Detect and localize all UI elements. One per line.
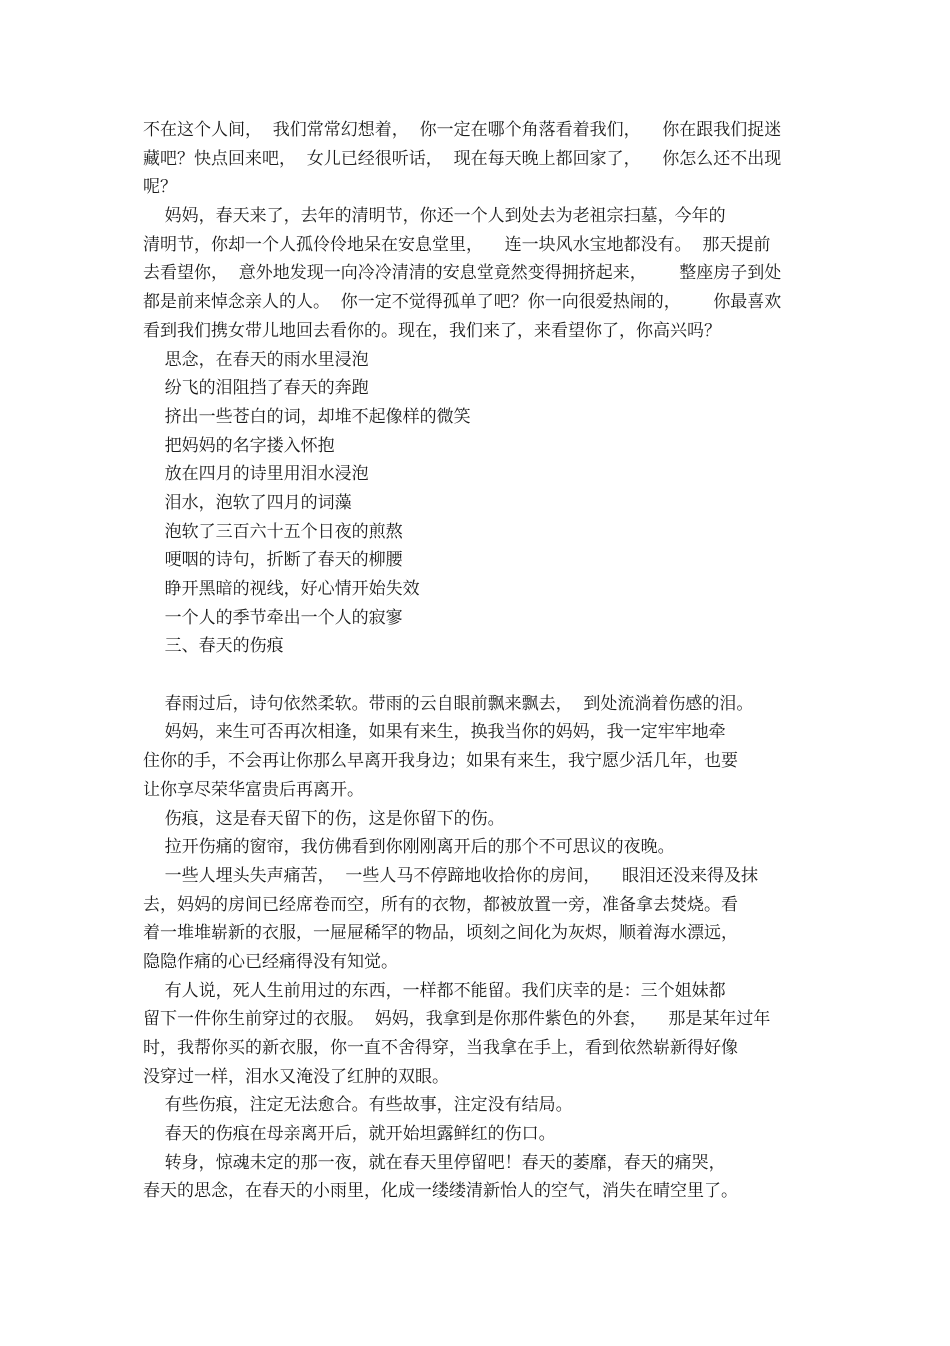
blank-line	[143, 661, 808, 690]
text-line: 有些伤痕，注定无法愈合。有些故事，注定没有结局。	[143, 1095, 573, 1116]
text-line: 呢？	[143, 177, 177, 198]
text-line: 藏吧？快点回来吧， 女儿已经很听话， 现在每天晚上都回家了， 你怎么还不出现	[143, 148, 782, 169]
poem-line: 泡软了三百六十五个日夜的煎熬	[143, 521, 403, 542]
text-line: 看到我们携女带儿地回去看你的。现在，我们来了，来看望你了，你高兴吗？	[143, 320, 721, 341]
poem-line: 一个人的季节牵出一个人的寂寥	[143, 607, 403, 628]
text-line: 隐隐作痛的心已经痛得没有知觉。	[143, 951, 398, 972]
text-line: 着一堆堆崭新的衣服，一屉屉稀罕的物品，顷刻之间化为灰烬，顺着海水漂远，	[143, 923, 738, 944]
text-line: 伤痕，这是春天留下的伤，这是你留下的伤。	[143, 808, 505, 829]
text-line: 没穿过一样，泪水又淹没了红肿的双眼。	[143, 1066, 449, 1087]
text-line: 时，我帮你买的新衣服，你一直不舍得穿，当我拿在手上，看到依然崭新得好像	[143, 1038, 738, 1058]
text-line: 转身，惊魂未定的那一夜，就在春天里停留吧！春天的萎靡，春天的痛哭，	[143, 1152, 726, 1173]
text-line: 清明节，你却一个人孤伶伶地呆在安息堂里， 连一块风水宝地都没有。 那天提前	[143, 234, 771, 255]
text-line: 妈妈，春天来了，去年的清明节，你还一个人到处去为老祖宗扫墓，今年的	[143, 206, 726, 227]
text-line: 都是前来悼念亲人的人。 你一定不觉得孤单了吧？你一向很爱热闹的， 你最喜欢	[143, 292, 782, 313]
text-line: 一些人埋头失声痛苦， 一些人马不停蹄地收拾你的房间， 眼泪还没来得及抹	[143, 865, 759, 886]
text-line: 去，妈妈的房间已经席卷而空，所有的衣物，都被放置一旁，准备拿去焚烧。看	[143, 894, 738, 915]
text-line: 住你的手，不会再让你那么早离开我身边；如果有来生，我宁愿少活几年，也要	[143, 751, 738, 772]
text-line: 留下一件你生前穿过的衣服。 妈妈，我拿到是你那件紫色的外套， 那是某年过年	[143, 1009, 771, 1030]
document-body	[143, 116, 808, 1206]
text-line: 不在这个人间， 我们常常幻想着， 你一定在哪个角落看着我们， 你在跟我们捉迷	[143, 120, 782, 140]
poem-line: 把妈妈的名字搂入怀抱	[143, 435, 335, 456]
text-line: 春天的思念，在春天的小雨里，化成一缕缕清新怡人的空气，消失在晴空里了。	[143, 1181, 738, 1202]
section-heading: 三、春天的伤痕	[143, 636, 284, 657]
text-line: 妈妈，来生可否再次相逢，如果有来生，换我当你的妈妈，我一定牢牢地牵	[143, 722, 726, 743]
poem-line: 泪水，泡软了四月的词藻	[143, 492, 352, 513]
text-line: 春天的伤痕在母亲离开后，就开始坦露鲜红的伤口。	[143, 1124, 556, 1145]
text-line: 去看望你， 意外地发现一向冷冷清清的安息堂竟然变得拥挤起来， 整座房子到处	[143, 263, 782, 284]
text-line: 让你享尽荣华富贵后再离开。	[143, 779, 364, 800]
poem-line: 挤出一些苍白的词，却堆不起像样的微笑	[143, 406, 471, 427]
poem-line: 哽咽的诗句，折断了春天的柳腰	[143, 550, 403, 571]
text-line: 春雨过后，诗句依然柔软。带雨的云自眼前飘来飘去， 到处流淌着伤感的泪。	[143, 693, 754, 714]
text-line: 有人说，死人生前用过的东西，一样都不能留。我们庆幸的是：三个姐妹都	[143, 980, 726, 1001]
poem-line: 放在四月的诗里用泪水浸泡	[143, 464, 369, 485]
poem-line: 思念，在春天的雨水里浸泡	[143, 349, 369, 370]
text-line: 拉开伤痛的窗帘，我仿佛看到你刚刚离开后的那个不可思议的夜晚。	[143, 837, 675, 858]
poem-line: 睁开黑暗的视线，好心情开始失效	[143, 579, 420, 599]
poem-line: 纷飞的泪阻挡了春天的奔跑	[143, 378, 369, 399]
